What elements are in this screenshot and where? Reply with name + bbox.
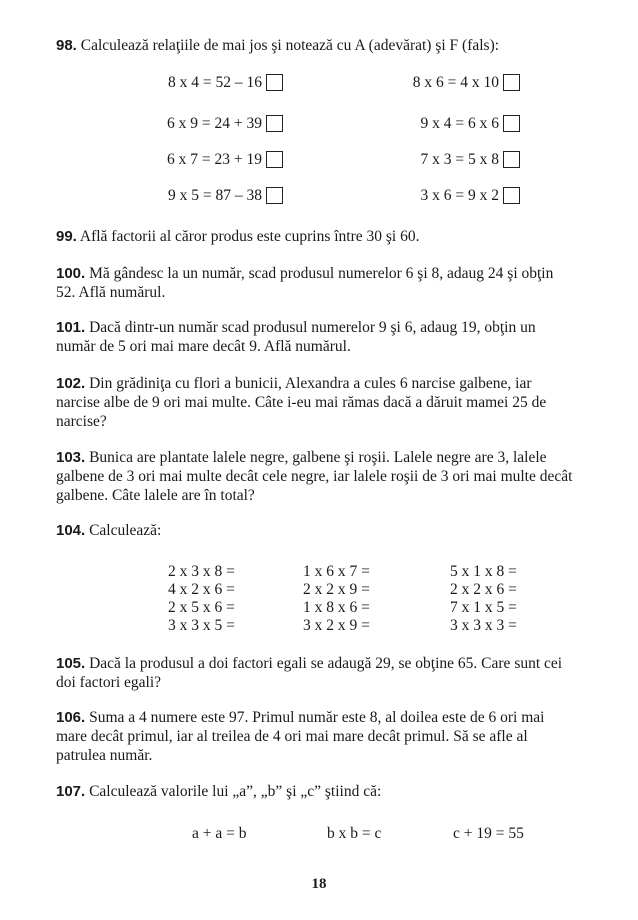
answer-box[interactable] (266, 187, 283, 204)
exercise-text-line: doi factori egali? (56, 674, 162, 691)
relation-left: 6 x 9 = 24 + 39 (167, 115, 262, 132)
calc-item: 1 x 8 x 6 = (303, 599, 370, 616)
exercise-number: 103. (56, 449, 86, 466)
exercise-number: 105. (56, 655, 86, 672)
exercise-number: 106. (56, 709, 86, 726)
page-number: 18 (311, 876, 327, 892)
answer-box[interactable] (266, 74, 283, 91)
calc-item: 7 x 1 x 5 = (450, 599, 517, 616)
exercise-number: 102. (56, 375, 86, 392)
equation-a: a + a = b (192, 825, 247, 842)
calc-item: 2 x 3 x 8 = (168, 563, 235, 580)
exercise-text-line: galbene de 3 ori mai multe decât cele negre, iar lalele roşii de 3 ori mai multe decât (56, 468, 573, 485)
exercise-text: Află factorii al căror produs este cuprins între 30 şi 60. (79, 228, 420, 245)
exercise-102 (56, 374, 596, 431)
exercise-text-line: patrulea număr. (56, 747, 153, 764)
relation-left: 6 x 7 = 23 + 19 (167, 151, 262, 168)
answer-box[interactable] (266, 151, 283, 168)
relation-right: 3 x 6 = 9 x 2 (420, 187, 499, 204)
exercise-number: 99. (56, 228, 77, 245)
calc-item: 1 x 6 x 7 = (303, 563, 370, 580)
calc-item: 3 x 3 x 3 = (450, 617, 517, 634)
exercise-99 (56, 227, 596, 246)
answer-box[interactable] (503, 115, 520, 132)
calc-item: 3 x 3 x 5 = (168, 617, 235, 634)
exercise-text-line: Mă gândesc la un număr, scad produsul numerelor 6 şi 8, adaug 24 şi obţin (89, 265, 554, 282)
exercise-text-line: 52. Află numărul. (56, 284, 166, 301)
relation-left: 9 x 5 = 87 – 38 (168, 187, 262, 204)
exercise-text-line: Dacă dintr-un număr scad produsul numerelor 9 şi 6, adaug 19, obţin un (89, 319, 536, 336)
exercise-text-line: Suma a 4 numere este 97. Primul număr este 8, al doilea este de 6 ori mai (89, 709, 545, 726)
exercise-text-line: narcise albe de 9 ori mai multe. Câte i-eu mai rămas dacă a dăruit mamei 25 de (56, 394, 547, 411)
relation-right: 8 x 6 = 4 x 10 (412, 74, 499, 91)
exercise-text-line: narcise? (56, 413, 107, 430)
exercise-106 (56, 708, 596, 765)
answer-box[interactable] (266, 115, 283, 132)
equation-b: b x b = c (327, 825, 382, 842)
answer-box[interactable] (503, 151, 520, 168)
exercise-103 (56, 448, 596, 505)
exercise-104 (56, 521, 596, 540)
relation-right: 7 x 3 = 5 x 8 (420, 151, 499, 168)
exercise-text-line: Dacă la produsul a doi factori egali se adaugă 29, se obţine 65. Care sunt cei (89, 655, 563, 672)
relation-left: 8 x 4 = 52 – 16 (168, 74, 262, 91)
exercise-number: 98. (56, 37, 77, 54)
exercise-text-line: număr de 5 ori mai mare decât 9. Află numărul. (56, 338, 351, 355)
calc-item: 5 x 1 x 8 = (450, 563, 517, 580)
calc-item: 2 x 2 x 9 = (303, 581, 370, 598)
exercise-text-line: mare decât primul, iar al treilea de 4 ori mai mare decât primul. Să se afle al (56, 728, 528, 745)
exercise-text-line: Bunica are plantate lalele negre, galbene şi roşii. Lalele negre are 3, lalele (89, 449, 547, 466)
relation-right: 9 x 4 = 6 x 6 (420, 115, 499, 132)
answer-box[interactable] (503, 74, 520, 91)
exercise-98 (56, 36, 596, 55)
exercise-text: Calculează relaţiile de mai jos şi notează cu A (adevărat) şi F (fals): (80, 37, 500, 54)
exercise-text: Calculează valorile lui „a”, „b” şi „c” ştiind că: (89, 783, 382, 800)
calc-item: 2 x 2 x 6 = (450, 581, 517, 598)
exercise-text-line: Din grădiniţa cu flori a bunicii, Alexandra a cules 6 narcise galbene, iar (89, 375, 532, 392)
exercise-101 (56, 318, 596, 356)
exercise-100 (56, 264, 596, 302)
exercise-number: 107. (56, 783, 86, 800)
exercise-text: Calculează: (89, 522, 162, 539)
exercise-number: 100. (56, 265, 86, 282)
calc-item: 3 x 2 x 9 = (303, 617, 370, 634)
calc-item: 4 x 2 x 6 = (168, 581, 235, 598)
exercise-107 (56, 782, 596, 801)
answer-box[interactable] (503, 187, 520, 204)
exercise-number: 101. (56, 319, 86, 336)
calc-item: 2 x 5 x 6 = (168, 599, 235, 616)
equation-c: c + 19 = 55 (453, 825, 524, 842)
exercise-105 (56, 654, 596, 692)
exercise-text-line: galbene. Câte lalele are în total? (56, 487, 255, 504)
exercise-number: 104. (56, 522, 86, 539)
